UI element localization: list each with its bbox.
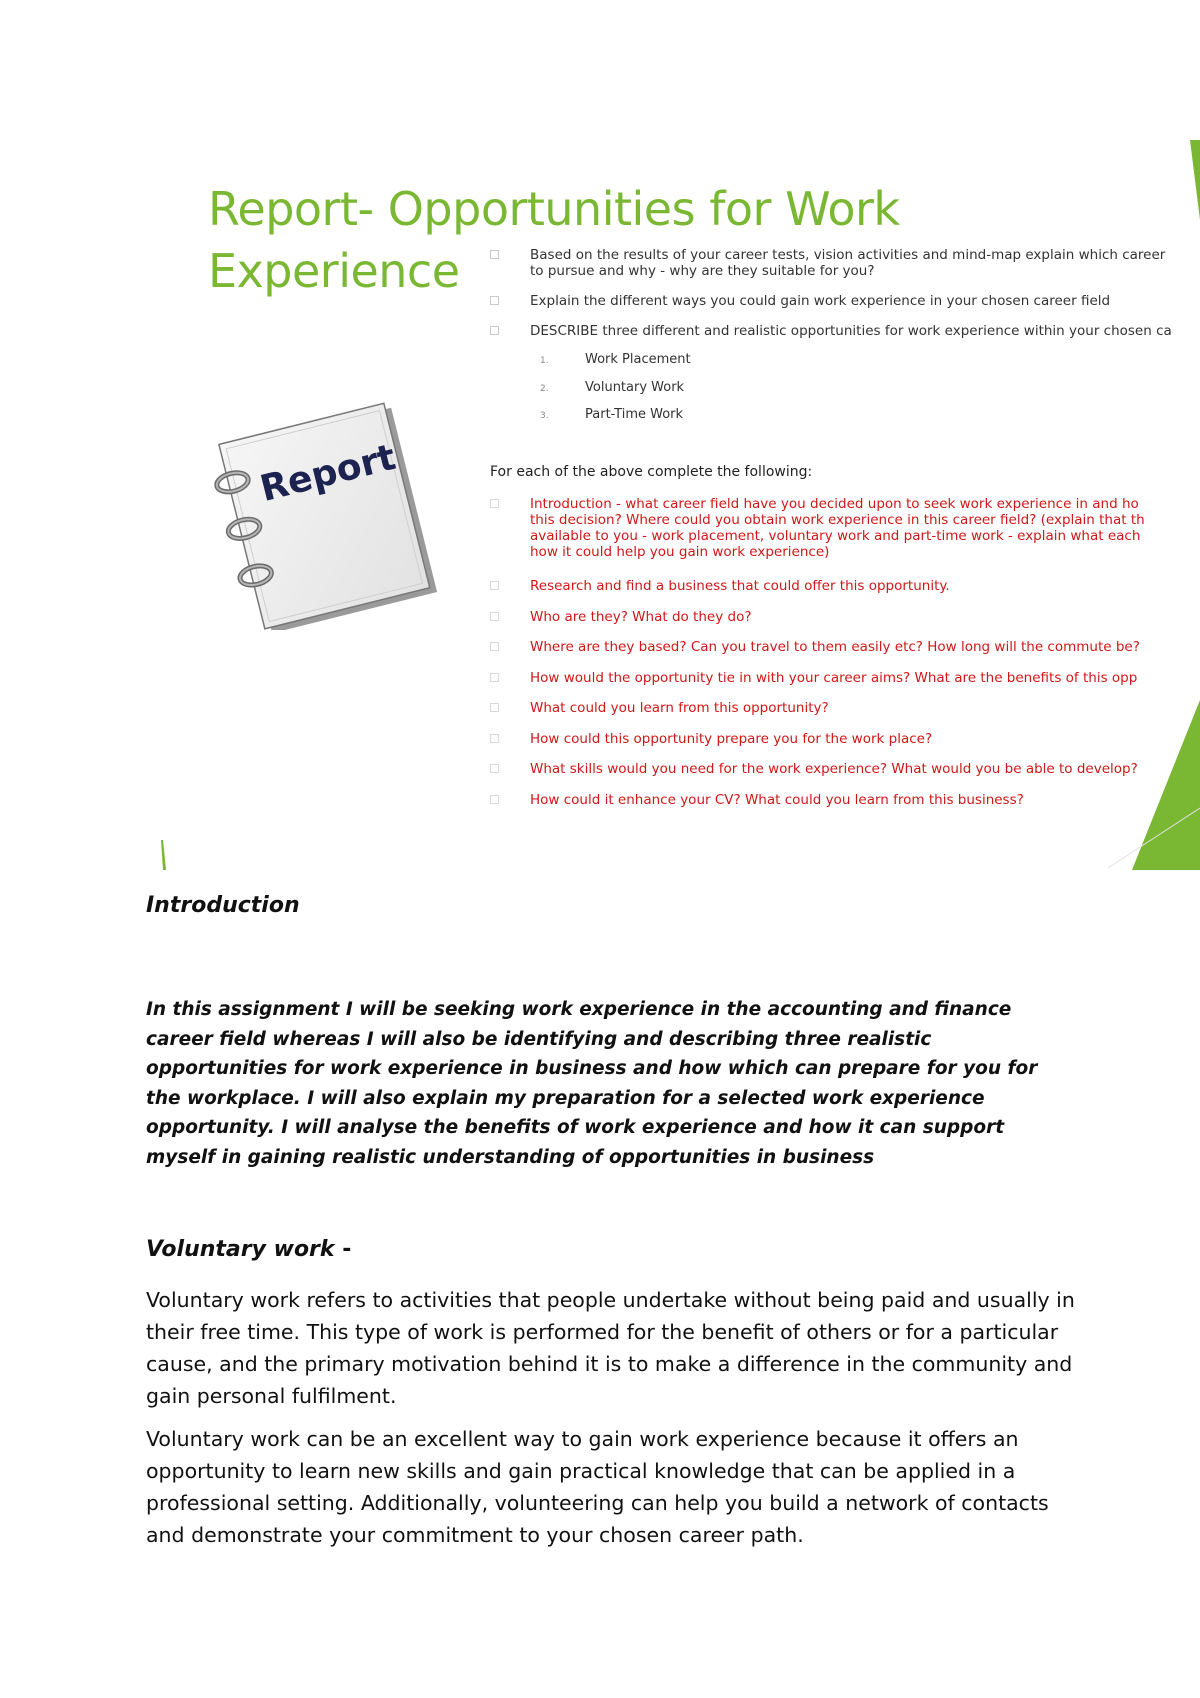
- sub-list-number: 2.: [540, 383, 549, 394]
- bullet-item: Explain the different ways you could gain work experience in your chosen career field: [490, 293, 1200, 309]
- svg-text:Report: Report: [256, 436, 400, 510]
- bullet-square-icon: [490, 703, 499, 712]
- bullet-square-icon: [490, 326, 499, 335]
- sub-list-item: [540, 407, 691, 435]
- slide-title-line-2: Experience: [208, 244, 460, 298]
- introduction-heading: Introduction: [146, 893, 300, 918]
- bullet-square-icon: [490, 499, 499, 508]
- bullet-item: Based on the results of your career tests, vision activities and mind-map explain which career: [490, 247, 1200, 263]
- requirement-item: How could this opportunity prepare you for the work place?: [490, 731, 1200, 762]
- requirement-item-introduction: Introduction - what career field have you decided upon to seek work experience in and ho this decision? Where could you obtain work experience in this career field? (explain that th available to you - work placement, voluntary work and part-time work - explain what each how it could help you gain work experience): [490, 496, 1200, 578]
- sub-list-item: [540, 352, 691, 380]
- sub-list-label: Work Placement: [585, 352, 691, 367]
- voluntary-work-heading: Voluntary work -: [146, 1237, 352, 1262]
- introduction-paragraph: In this assignment I will be seeking work experience in the accounting and finance career field whereas I will also be identifying and describing three realistic opportunities for work experience in business and how which can prepare for you for the workplace. I will also explain my preparation for a selected work experience opportunity. I will analyse the benefits of work experience and how it can support myself in gaining realistic understanding of opportunities in business: [146, 999, 1038, 1168]
- requirements-list: [490, 496, 1200, 822]
- sub-list-item: [540, 380, 691, 408]
- bullet-square-icon: [490, 642, 499, 651]
- opportunity-sub-list: [540, 352, 691, 435]
- requirement-item: What could you learn from this opportunity?: [490, 700, 1200, 731]
- bullet-square-icon: [490, 250, 499, 259]
- bullet-square-icon: [490, 734, 499, 743]
- requirement-item: Where are they based? Can you travel to them easily etc? How long will the commute be?: [490, 639, 1200, 670]
- requirement-item: Who are they? What do they do?: [490, 609, 1200, 640]
- report-notebook-clipart: [198, 390, 458, 630]
- sub-list-number: 3.: [540, 411, 549, 421]
- slide-title-line-1: Report- Opportunities for Work: [208, 182, 900, 236]
- sub-list-label: Part-Time Work: [585, 407, 684, 422]
- for-each-heading: For each of the above complete the following:: [490, 464, 813, 480]
- bullet-square-icon: [490, 673, 499, 682]
- instruction-bullet-list: [490, 247, 1200, 353]
- requirement-item: Research and find a business that could offer this opportunity.: [490, 578, 1200, 609]
- requirement-item: How could it enhance your CV? What could you learn from this business?: [490, 792, 1200, 823]
- sub-list-number: 1.: [540, 356, 549, 366]
- sub-list-label: Voluntary Work: [585, 379, 685, 395]
- bullet-square-icon: [490, 581, 499, 590]
- bullet-square-icon: [490, 612, 499, 621]
- bullet-square-icon: [490, 795, 499, 804]
- requirement-item: How would the opportunity tie in with your career aims? What are the benefits of this opp: [490, 670, 1200, 701]
- green-decoration-mark: [160, 840, 168, 870]
- bullet-square-icon: [490, 296, 499, 305]
- bullet-square-icon: [490, 764, 499, 773]
- voluntary-work-paragraph-2: Voluntary work can be an excellent way to gain work experience because it offers an opportunity to learn new skills and gain practical knowledge that can be applied in a professional setting. Additionally, volunteering can help you build a network of contacts and demonstrate your commitment to your chosen career path.: [146, 1427, 1049, 1547]
- requirement-item: What skills would you need for the work experience? What would you be able to develop?: [490, 761, 1200, 792]
- voluntary-work-paragraph-1: Voluntary work refers to activities that people undertake without being paid and usually in their free time. This type of work is performed for the benefit of others or for a particular cause, and the primary motivation behind it is to make a difference in the community and gain personal fulfilment.: [146, 1288, 1075, 1408]
- bullet-item-continuation: to pursue and why - why are they suitable for you?: [530, 263, 875, 279]
- bullet-item: DESCRIBE three different and realistic opportunities for work experience within your chosen ca: [490, 323, 1200, 339]
